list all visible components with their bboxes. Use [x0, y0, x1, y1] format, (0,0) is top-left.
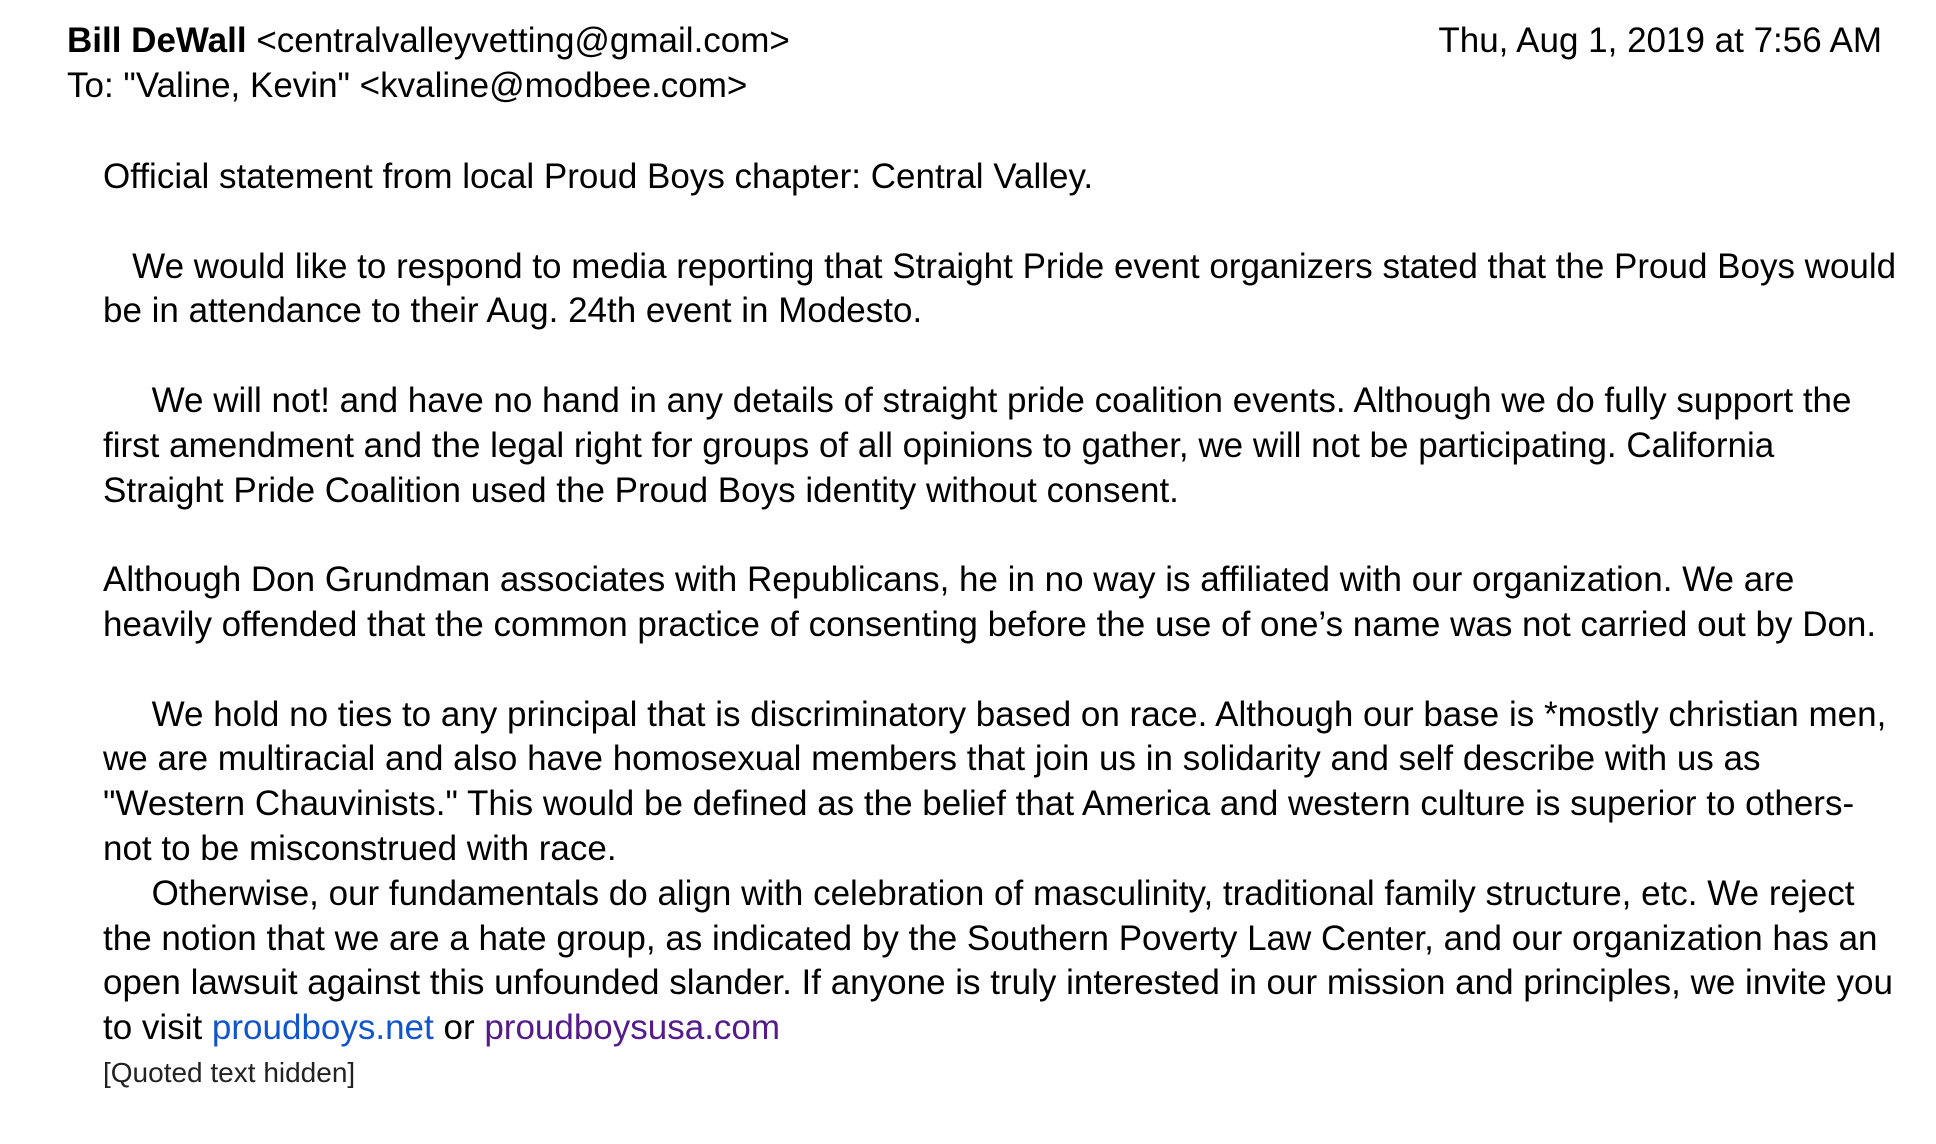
- paragraph-media-response: We would like to respond to media reporting that Straight Pride event organizers stated that the Proud Boys would be in attendance to their Aug. 24th event in Modesto.: [103, 246, 1897, 331]
- paragraph-spacer: [103, 513, 1903, 558]
- sender-name[interactable]: Bill DeWall: [67, 21, 247, 60]
- paragraph-spacer: [103, 200, 1903, 245]
- sender-row: [67, 18, 1882, 63]
- quoted-text-hidden-toggle[interactable]: [Quoted text hidden]: [103, 1056, 356, 1088]
- recipient-row: To: "Valine, Kevin" <kvaline@modbee.com>: [67, 66, 748, 105]
- paragraph-not-attending: We will not! and have no hand in any details of straight pride coalition events. Although we do fully support the first amendment and the legal right for groups of all opinions to gather, we will not be participating. California Straight Pride Coalition used the Proud Boys identity without consent.: [103, 380, 1852, 510]
- email-header: [67, 18, 1882, 108]
- sender-email: <centralvalleyvetting@gmail.com>: [256, 21, 790, 60]
- paragraph-spacer: [103, 648, 1903, 693]
- fundamentals-text: Otherwise, our fundamentals do align with celebration of masculinity, traditional family structure, etc. We reject the notion that we are a hate group, as indicated by the Southern Poverty Law Center, and our organization has an open lawsuit against this unfounded slander. If anyone is truly interested in our mission and principles, we invite you to visit: [103, 873, 1893, 1048]
- paragraph-intro: Official statement from local Proud Boys chapter: Central Valley.: [103, 157, 1094, 196]
- email-body: [103, 155, 1903, 1091]
- or-text: or: [433, 1008, 485, 1048]
- email-date: Thu, Aug 1, 2019 at 7:56 AM: [1438, 21, 1882, 60]
- paragraph-spacer: [103, 334, 1903, 379]
- paragraph-don-grundman: Although Don Grundman associates with Republicans, he in no way is affiliated with our organization. We are heavily offended that the common practice of consenting before the use of one’s name was not carried out by Don.: [103, 560, 1877, 644]
- proudboysusa-link[interactable]: proudboysusa.com: [484, 1008, 781, 1048]
- proudboys-net-link[interactable]: proudboys.net: [211, 1008, 434, 1048]
- paragraph-fundamentals: [103, 872, 1903, 1051]
- paragraph-no-ties: We hold no ties to any principal that is discriminatory based on race. Although our base is *mostly christian men, we are multiracial and also have homosexual members that join us in solidarity and self describe with us as "Western Chauvinists." This would be defined as the belief that America and western culture is superior to others- not to be misconstrued with race.: [103, 694, 1887, 868]
